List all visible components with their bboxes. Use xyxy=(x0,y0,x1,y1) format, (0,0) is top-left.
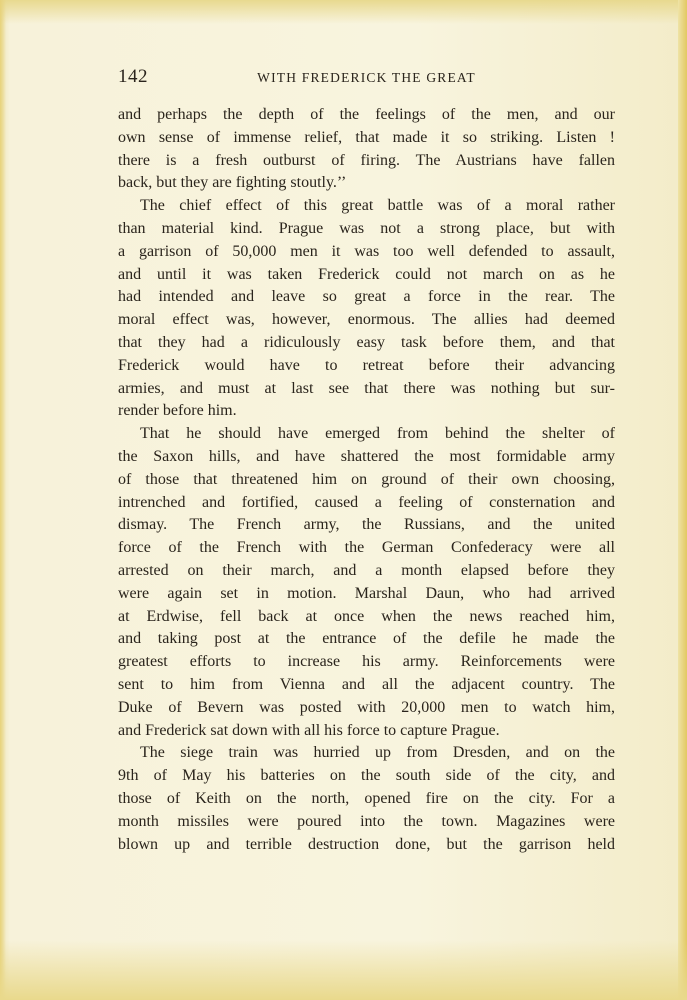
text-line: 9th of May his batteries on the south side of the city, and xyxy=(118,767,615,785)
page-number: 142 xyxy=(118,66,148,87)
text-line: back, but they are fighting stoutly.’’ xyxy=(118,174,347,192)
paragraph xyxy=(118,104,615,195)
text-line: the Saxon hills, and have shattered the most formidable army xyxy=(118,447,615,465)
text-line: intrenched and fortified, caused a feeling of consternation and xyxy=(118,493,615,511)
text-line: those of Keith on the north, opened fire on the city. For a xyxy=(118,789,615,807)
text-line: there is a fresh outburst of firing. The Austrians have fallen xyxy=(118,151,615,169)
text-line: moral effect was, however, enormous. The allies had deemed xyxy=(118,311,615,329)
text-line: blown up and terrible destruction done, but the garrison held xyxy=(118,835,615,853)
paragraph xyxy=(118,423,615,742)
text-line: month missiles were poured into the town. Magazines were xyxy=(118,812,615,830)
text-line: own sense of immense relief, that made it so striking. Listen ! xyxy=(118,128,615,146)
text-line: That he should have emerged from behind the shelter of xyxy=(140,425,615,443)
text-line: armies, and must at last see that there was nothing but sur- xyxy=(118,379,615,397)
page-edge-left xyxy=(0,0,6,1000)
text-line: Duke of Bevern was posted with 20,000 men to watch him, xyxy=(118,698,615,716)
text-line: The chief effect of this great battle was of a moral rather xyxy=(140,197,615,215)
text-line: had intended and leave so great a force in the rear. The xyxy=(118,288,615,306)
text-line: than material kind. Prague was not a strong place, but with xyxy=(118,219,615,237)
body-text xyxy=(118,104,615,856)
paragraph xyxy=(118,195,615,423)
page-edge-top xyxy=(0,0,687,24)
running-title: WITH FREDERICK THE GREAT xyxy=(257,70,476,85)
text-line: arrested on their march, and a month elapsed before they xyxy=(118,561,615,579)
page-edge-right xyxy=(678,0,687,1000)
text-line: greatest efforts to increase his army. Reinforcements were xyxy=(118,653,615,671)
page-edge-bottom xyxy=(0,940,687,1000)
text-line: at Erdwise, fell back at once when the news reached him, xyxy=(118,607,615,625)
page-header xyxy=(118,66,615,92)
text-line: render before him. xyxy=(118,402,237,420)
text-line: and until it was taken Frederick could not march on as he xyxy=(118,265,615,283)
text-line: sent to him from Vienna and all the adjacent country. The xyxy=(118,675,615,693)
text-line: a garrison of 50,000 men it was too well defended to assault, xyxy=(118,242,615,260)
text-line: dismay. The French army, the Russians, and the united xyxy=(118,516,615,534)
text-line: and perhaps the depth of the feelings of the men, and our xyxy=(118,106,615,123)
text-line: that they had a ridiculously easy task before them, and that xyxy=(118,333,615,351)
text-line: and taking post at the entrance of the defile he made the xyxy=(118,630,615,648)
text-line: Frederick would have to retreat before their advancing xyxy=(118,356,615,374)
text-line: The siege train was hurried up from Dresden, and on the xyxy=(140,744,615,762)
text-line: of those that threatened him on ground of their own choosing, xyxy=(118,470,615,488)
paragraph xyxy=(118,742,615,856)
text-line: were again set in motion. Marshal Daun, who had arrived xyxy=(118,584,615,602)
text-line: force of the French with the German Confederacy were all xyxy=(118,539,615,557)
text-line: and Frederick sat down with all his force to capture Prague. xyxy=(118,721,500,739)
